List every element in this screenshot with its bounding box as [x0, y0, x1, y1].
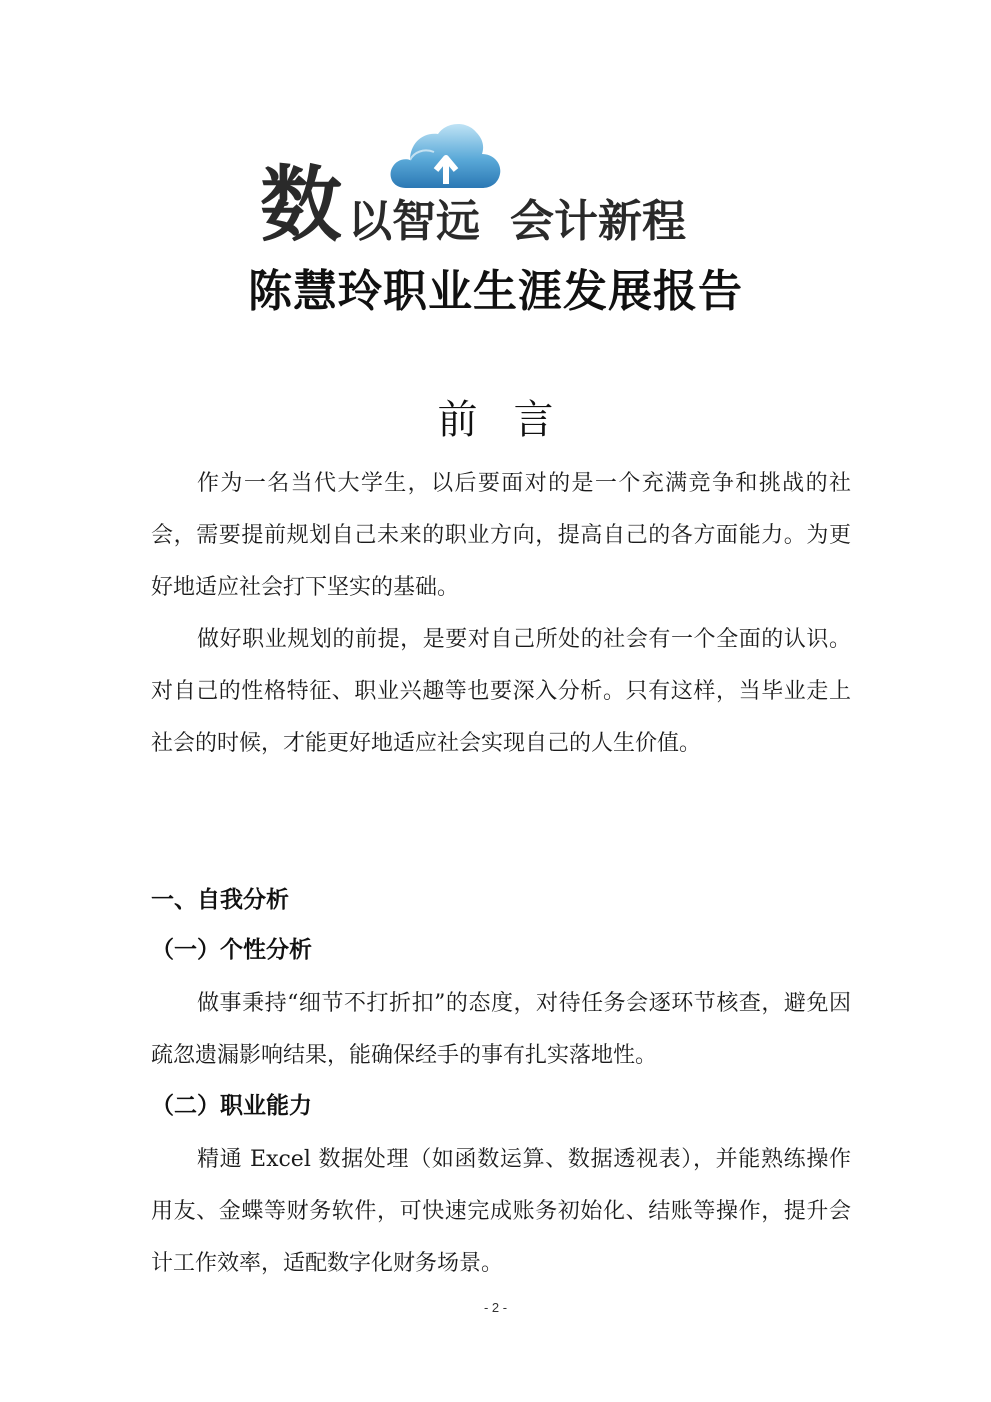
professional-ability-paragraph: 精通 Excel 数据处理（如函数运算、数据透视表），并能熟练操作用友、金蝶等财务软件，可快速完成账务初始化、结账等操作，提升会计工作效率，适配数字化财务场景。: [151, 1147, 851, 1276]
preface-paragraph-2: 做好职业规划的前提，是要对自己所处的社会有一个全面的认识。对自己的性格特征、职业兴趣等也要深入分析。只有这样，当毕业走上社会的时候，才能更好地适应社会实现自己的人生价值。: [151, 627, 851, 756]
preface-heading: 前言: [437, 397, 590, 443]
logo-slogan-part1: 以智远: [348, 196, 480, 247]
preface-paragraph-1: 作为一名当代大学生，以后要面对的是一个充满竞争和挑战的社会，需要提前规划自己未来的职业方向，提高自己的各方面能力。为更好地适应社会打下坚实的基础。: [151, 471, 851, 600]
subsection-heading-professional-ability: （二）职业能力: [151, 1093, 312, 1119]
subsection-heading-personality: （一）个性分析: [151, 937, 312, 963]
report-title: 陈慧玲职业生涯发展报告: [248, 266, 743, 317]
logo: [258, 118, 758, 258]
logo-slogan: [348, 194, 686, 250]
cloud-upload-icon: [388, 118, 503, 190]
logo-slogan-part2: 会计新程: [510, 196, 686, 247]
logo-big-character: 数: [260, 158, 341, 253]
section-heading-self-analysis: 一、自我分析: [151, 887, 289, 913]
personality-paragraph: 做事秉持“细节不打折扣”的态度，对待任务会逐环节核查，避免因疏忽遗漏影响结果，能确保经手的事有扎实落地性。: [151, 991, 851, 1068]
page-number: - 2 -: [483, 1300, 508, 1315]
